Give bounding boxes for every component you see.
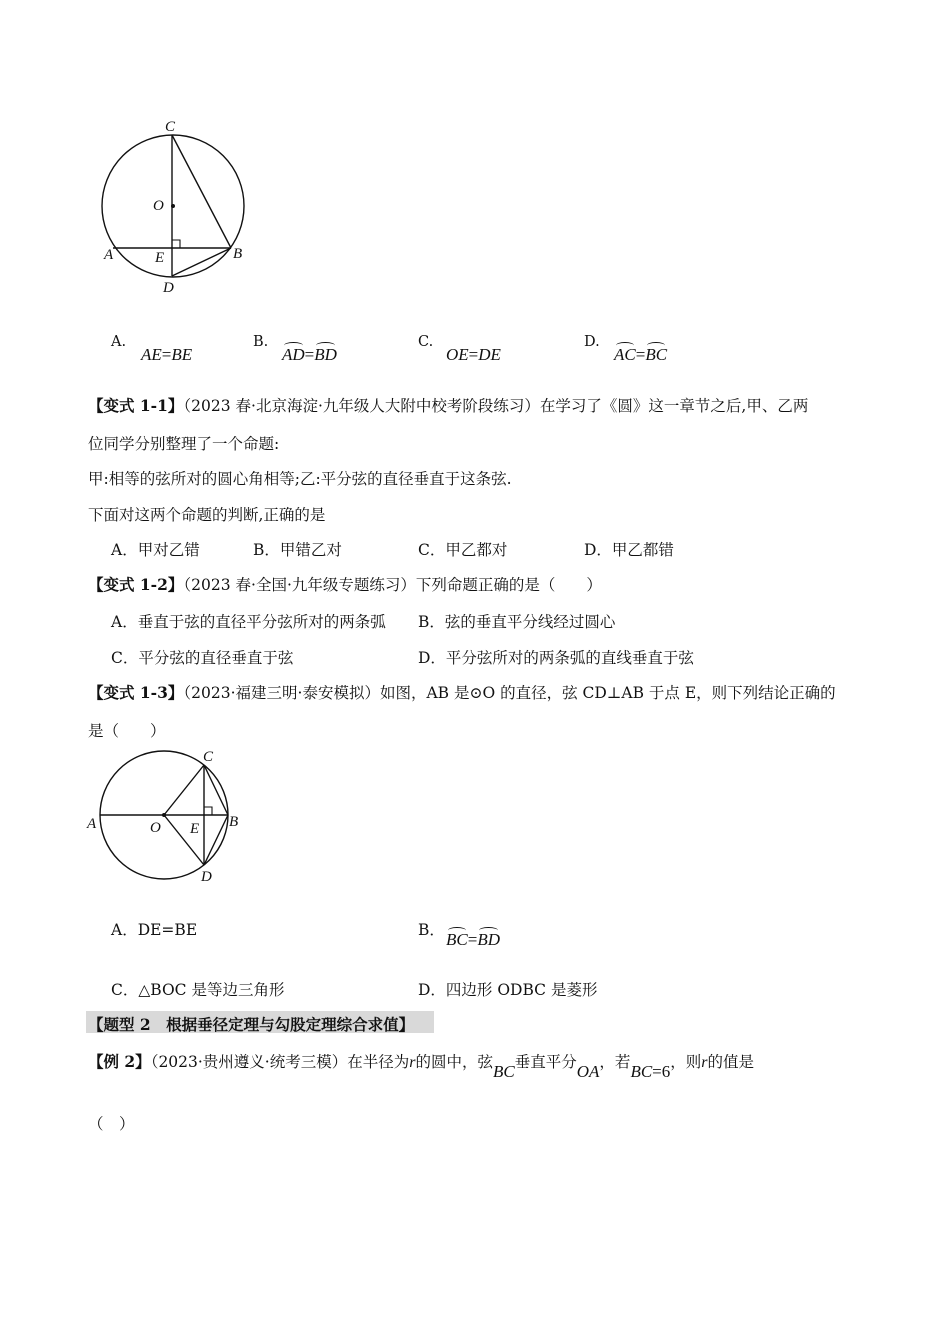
label-a: A — [104, 247, 114, 263]
v12-option-c: C．平分弦的直径垂直于弦 — [111, 649, 294, 667]
q1-option-c-key: C. — [418, 334, 434, 350]
label-c: C — [165, 119, 176, 135]
right-angle-mark — [204, 807, 212, 815]
arc-left: BC — [446, 930, 468, 949]
label-o: O — [153, 198, 164, 214]
label-o: O — [150, 820, 161, 836]
ex2-r1: r — [409, 1054, 416, 1071]
bc6-left: BC — [630, 1062, 653, 1081]
ex2-text5: ，则 — [670, 1053, 702, 1071]
label-e: E — [155, 250, 165, 266]
chord-cb — [172, 135, 231, 248]
v13-option-a: A．DE=BE — [111, 921, 198, 939]
v11-line2: 位同学分别整理了一个命题: — [88, 435, 280, 453]
v12-option-a: A．垂直于弦的直径平分弦所对的两条弧 — [111, 613, 386, 631]
q1-option-a-expr — [141, 345, 192, 365]
v11-tag: 【变式 1-1】 — [88, 396, 184, 415]
label-d: D — [163, 280, 174, 296]
q1-option-b-key: B. — [253, 334, 269, 350]
q1-option-d-expr — [614, 345, 667, 365]
ex2-text3: 垂直平分 — [514, 1053, 577, 1071]
label-a: A — [87, 816, 97, 832]
v12-option-b: B．弦的垂直平分线经过圆心 — [418, 613, 616, 631]
v12-line1 — [88, 573, 602, 595]
figure-circle-1 — [95, 112, 255, 302]
label-b: B — [233, 246, 243, 262]
section-title: 【题型 2 根据垂径定理与勾股定理综合求值】 — [88, 1015, 415, 1034]
v13-text: （2023·福建三明·泰安模拟）如图，AB 是⊙O 的直径，弦 CD⊥AB 于点 E，则下列结论正确的 — [183, 684, 836, 702]
bc6-eq: = — [652, 1062, 662, 1081]
ex2-text4: ，若 — [599, 1053, 631, 1071]
ex2-text2: 的圆中，弦 — [415, 1053, 493, 1071]
expr-eq: = — [161, 345, 172, 364]
q1-option-b-expr — [282, 345, 337, 365]
v12-tag: 【变式 1-2】 — [88, 575, 184, 594]
label-b: B — [229, 814, 239, 830]
right-angle-mark — [172, 240, 180, 248]
ex2-text1: （2023·贵州遵义·统考三模）在半径为 — [150, 1053, 410, 1071]
v12-option-d: D．平分弦所对的两条弧的直线垂直于弦 — [418, 649, 694, 667]
v11-option-b: B．甲错乙对 — [253, 541, 342, 559]
arc-left: AC — [614, 345, 636, 364]
ex2-r2: r — [701, 1054, 708, 1071]
label-d: D — [201, 869, 212, 885]
v11-line4: 下面对这两个命题的判断,正确的是 — [88, 506, 326, 524]
v13-option-b-expr — [446, 930, 500, 950]
expr-eq: = — [467, 930, 478, 949]
arc-left: AD — [282, 345, 305, 364]
expr-left: OE — [446, 345, 469, 364]
arc-right: BD — [314, 345, 337, 364]
ex2-line1 — [88, 1051, 755, 1081]
expr-left: AE — [141, 345, 162, 364]
ex2-tag: 【例 2】 — [88, 1052, 151, 1071]
arc-right: BC — [645, 345, 668, 364]
v11-text: （2023 春·北京海淀·九年级人大附中校考阶段练习）在学习了《圆》这一章节之后,甲、乙两 — [183, 397, 809, 415]
v11-option-a: A．甲对乙错 — [111, 541, 200, 559]
ex2-paren: （ ） — [88, 1115, 135, 1133]
v13-line2: 是（ ） — [88, 722, 166, 740]
chord-db — [172, 248, 231, 276]
segment-db — [204, 815, 228, 865]
v11-line3: 甲:相等的弦所对的圆心角相等;乙:平分弦的直径垂直于这条弦. — [88, 470, 512, 488]
q1-option-a-key: A. — [111, 334, 127, 350]
q1-option-d-key: D. — [584, 334, 600, 350]
bc6-right: 6 — [661, 1062, 671, 1081]
v12-text: （2023 春·全国·九年级专题练习）下列命题正确的是（ ） — [183, 576, 602, 594]
center-dot — [162, 813, 166, 817]
v13-tag: 【变式 1-3】 — [88, 683, 184, 702]
expr-eq: = — [468, 345, 479, 364]
label-c: C — [203, 749, 214, 765]
q1-option-c-expr — [446, 345, 501, 365]
v13-option-b-key: B． — [418, 921, 445, 939]
v13-line1 — [88, 681, 836, 703]
figure-circle-2 — [84, 744, 254, 890]
v11-option-c: C．甲乙都对 — [418, 541, 508, 559]
segment-oc — [164, 765, 204, 815]
center-dot — [171, 204, 175, 208]
ex2-oa: OA — [576, 1062, 600, 1081]
ex2-bc6 — [630, 1062, 670, 1081]
expr-eq: = — [304, 345, 315, 364]
arc-right: BD — [477, 930, 500, 949]
v13-option-c: C．△BOC 是等边三角形 — [111, 981, 285, 999]
ex2-text6: 的值是 — [707, 1053, 755, 1071]
ex2-bc: BC — [493, 1062, 515, 1081]
expr-right: BE — [171, 345, 193, 364]
expr-right: DE — [478, 345, 501, 364]
label-e: E — [190, 821, 200, 837]
v11-option-d: D．甲乙都错 — [584, 541, 674, 559]
v13-option-d: D．四边形 ODBC 是菱形 — [418, 981, 598, 999]
v11-line1 — [88, 394, 808, 416]
expr-eq: = — [635, 345, 646, 364]
